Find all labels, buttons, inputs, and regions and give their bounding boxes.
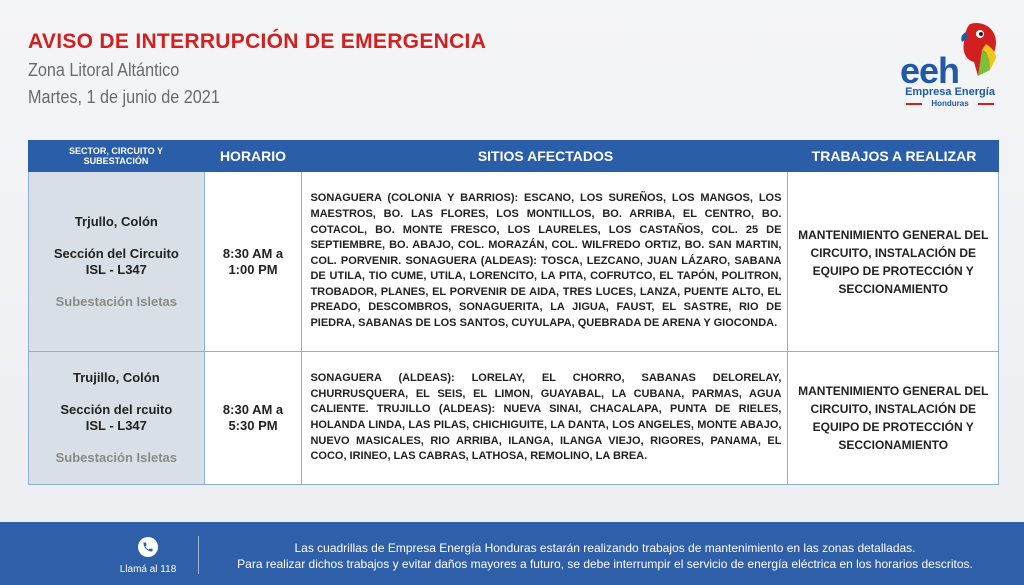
substation-name: Subestación Isletas (55, 293, 178, 309)
header-works: TRABAJOS A REALIZAR (811, 148, 977, 164)
notice-title: AVISO DE INTERRUPCIÓN DE EMERGENCIA (28, 30, 487, 53)
time-start: 8:30 AM a (222, 245, 284, 261)
circuit-section: Sección del Circuito (53, 245, 179, 261)
schedule-cell (205, 172, 303, 351)
logo-divider-right (978, 103, 994, 105)
header-schedule: HORARIO (219, 148, 287, 164)
circuit-code: ISL - L347 (85, 418, 147, 433)
sector-circuit (60, 402, 172, 434)
sector-place: Trjullo, Colón (74, 213, 158, 229)
footer-line-2: Para realizar dichos trabajos y evitar daños mayores a futuro, se debe interrumpir el servicio de energía eléctrica en los horarios descritos. (237, 557, 973, 571)
zone-label: Zona Litoral Altántico (28, 60, 180, 80)
circuit-section: Sección del rcuito (60, 402, 173, 417)
logo-mark: eeh (900, 50, 960, 91)
logo-company-name: Empresa Energía (905, 86, 995, 98)
company-logo (900, 20, 1000, 115)
substation-name: Subestación Isletas (55, 450, 178, 465)
logo-country: Honduras (931, 99, 969, 108)
sector-circuit (54, 246, 179, 278)
circuit-code: ISL - L347 (85, 261, 147, 277)
sites-text: SONAGUERA (COLONIA Y BARRIOS): ESCANO, LOS SUREÑOS, LOS MANGOS, LOS MAESTROS, BO. LAS FLORES, LOS MONTILLOS, BO. ARRIBA, EL CENTRO, BO. COTACOL, BO. MONTE FRESCO, LOS LAURELES, LOS CASTAÑOS, COL. 25 DE SEPTIEMBRE, BO. ABAJO, COL. MORAZÁN, COL. WILFREDO ORTIZ, BO. SAN MARTIN, COL. PORVENIR. SONAGUERA (ALDEAS): TOSCA, LEZCANO, JUAN LÁZARO, SABANA DE UTILA, TIO CUME, UTILA, LORENCITO, LA PITA, COFRUTCO, EL TAPÓN, POLITRON, TROBADOR, PLANES, EL PORVENIR DE AIDA, TRES LUCES, LANZA, PUENTE ALTO, EL PREADO, DESCOMBROS, SONAGUERITA, LA JIGUA, FAUST, EL SASTRE, RIO DE PIEDRA, SABANAS DE LOS SANTOS, CUYULAPA, QUEBRADA DE ARENA Y GIOCONDA. (310, 192, 782, 330)
phone-label: Llamá al 118 (119, 564, 177, 575)
time-start: 8:30 AM a (222, 402, 284, 417)
interruption-table (28, 140, 999, 485)
table-row (28, 352, 999, 485)
table-header (28, 140, 999, 172)
notice-header (28, 30, 486, 108)
footer-line-1: Las cuadrillas de Empresa Energía Honduras estarán realizando trabajos de mantenimiento en las zonas detalladas. (294, 541, 916, 555)
phone-icon (138, 537, 158, 557)
sector-cell (29, 172, 205, 351)
sites-cell (302, 172, 788, 351)
header-sector: SECTOR, CIRCUITO Y SUBESTACIÓN (68, 146, 164, 166)
works-cell (788, 352, 998, 484)
schedule-cell (205, 352, 303, 484)
footer-divider (198, 536, 199, 574)
footer-message (205, 540, 1005, 572)
footer-banner (0, 522, 1024, 585)
works-cell (788, 172, 998, 351)
date-label: Martes, 1 de junio de 2021 (28, 87, 220, 107)
sites-text: SONAGUERA (ALDEAS): LORELAY, EL CHORRO, SABANAS DELORELAY, CHURRUSQUERA, EL SEIS, EL LIMON, GUAYABAL, LA CUBANA, PARMAS, AGUA CALIENTE. TRUJILLO (ALDEAS): NUEVA SINAI, CHACALAPA, PUNTA DE RIELES, HOLANDA LINDA, LAS PILAS, CHICHIGUITE, LA DANTA, LOS ANGELES, MONTE ABAJO, NUEVO MASICALES, RIO ARRIBA, ILANGA, ILANGA VIEJO, RIGORES, PANAMA, EL COCO, IRINEO, LAS CABRAS, LATHOSA, REMOLINO, LA BREA. (310, 372, 782, 463)
works-text: MANTENIMIENTO GENERAL DEL CIRCUITO, INSTALACIÓN DE EQUIPO DE PROTECCIÓN Y SECCIONAMIENTO (798, 227, 989, 296)
sites-cell (302, 352, 788, 484)
sector-cell (29, 352, 205, 484)
time-end: 5:30 PM (228, 418, 278, 433)
sector-place: Trujillo, Colón (72, 370, 160, 385)
works-text: MANTENIMIENTO GENERAL DEL CIRCUITO, INSTALACIÓN DE EQUIPO DE PROTECCIÓN Y SECCIONAMIENTO (798, 384, 989, 452)
time-end: 1:00 PM (228, 261, 278, 277)
header-sites: SITIOS AFECTADOS (477, 148, 614, 164)
table-row (28, 172, 999, 352)
